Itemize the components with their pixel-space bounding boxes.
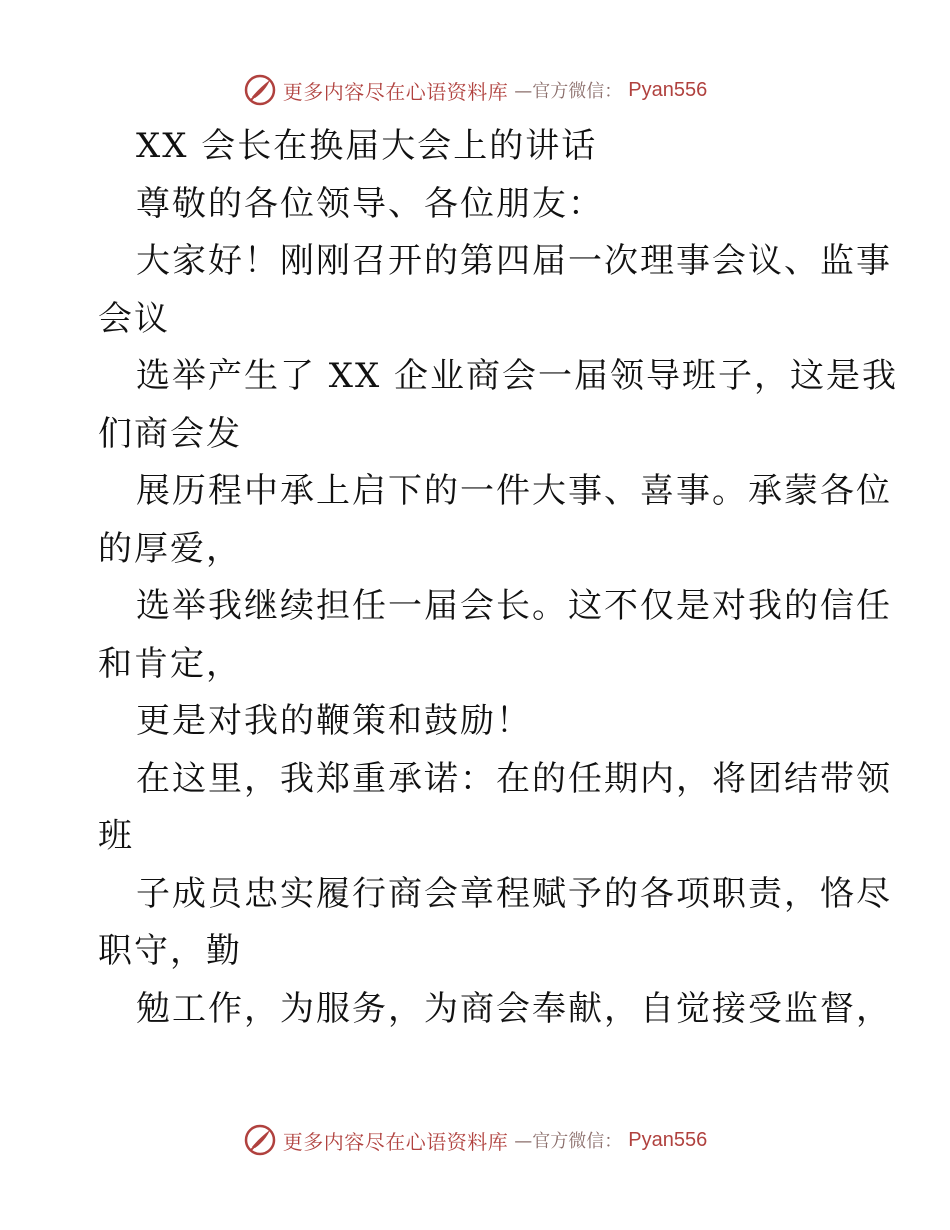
paragraph-line: 职守，勤 (98, 931, 242, 971)
paragraph-line: 们商会发 (98, 413, 242, 454)
paragraph-line: 的厚爱， (98, 528, 242, 569)
paragraph-line: 班 (98, 816, 134, 856)
paragraph-line: 和肯定， (98, 643, 242, 684)
banner-title: 更多内容尽在心语资料库 (282, 79, 509, 104)
header-banner (0, 70, 950, 110)
footer-banner (0, 1120, 950, 1160)
quill-circle-icon (243, 1123, 277, 1157)
document-body (98, 118, 899, 1038)
paragraph-line: 更是对我的鞭策和鼓励！ (136, 701, 532, 741)
banner-separator: —官方微信： (514, 1131, 623, 1152)
document-title: XX 会长在换届大会上的讲话 (136, 126, 598, 166)
banner-account: Pyan556 (628, 1128, 708, 1151)
paragraph-line: 在这里，我郑重承诺：在的任期内，将团结带领 (136, 758, 892, 799)
paragraph-line: 选举产生了 XX 企业商会一届领导班子，这是我 (136, 356, 899, 396)
paragraph-line: 大家好！刚刚召开的第四届一次理事会议、监事 (136, 241, 892, 281)
paragraph-line: 会议 (98, 298, 170, 339)
paragraph-line: 展历程中承上启下的一件大事、喜事。承蒙各位 (136, 471, 892, 511)
paragraph-line: 子成员忠实履行商会章程赋予的各项职责，恪尽 (136, 873, 892, 914)
paragraph-line: 勉工作，为服务，为商会奉献，自觉接受监督， (136, 988, 892, 1029)
banner-account: Pyan556 (628, 78, 708, 101)
quill-circle-icon (243, 73, 277, 107)
banner-title: 更多内容尽在心语资料库 (282, 1129, 509, 1154)
banner-separator: —官方微信： (514, 81, 623, 102)
paragraph-line: 选举我继续担任一届会长。这不仅是对我的信任 (136, 586, 892, 626)
salutation: 尊敬的各位领导、各位朋友： (136, 183, 604, 224)
